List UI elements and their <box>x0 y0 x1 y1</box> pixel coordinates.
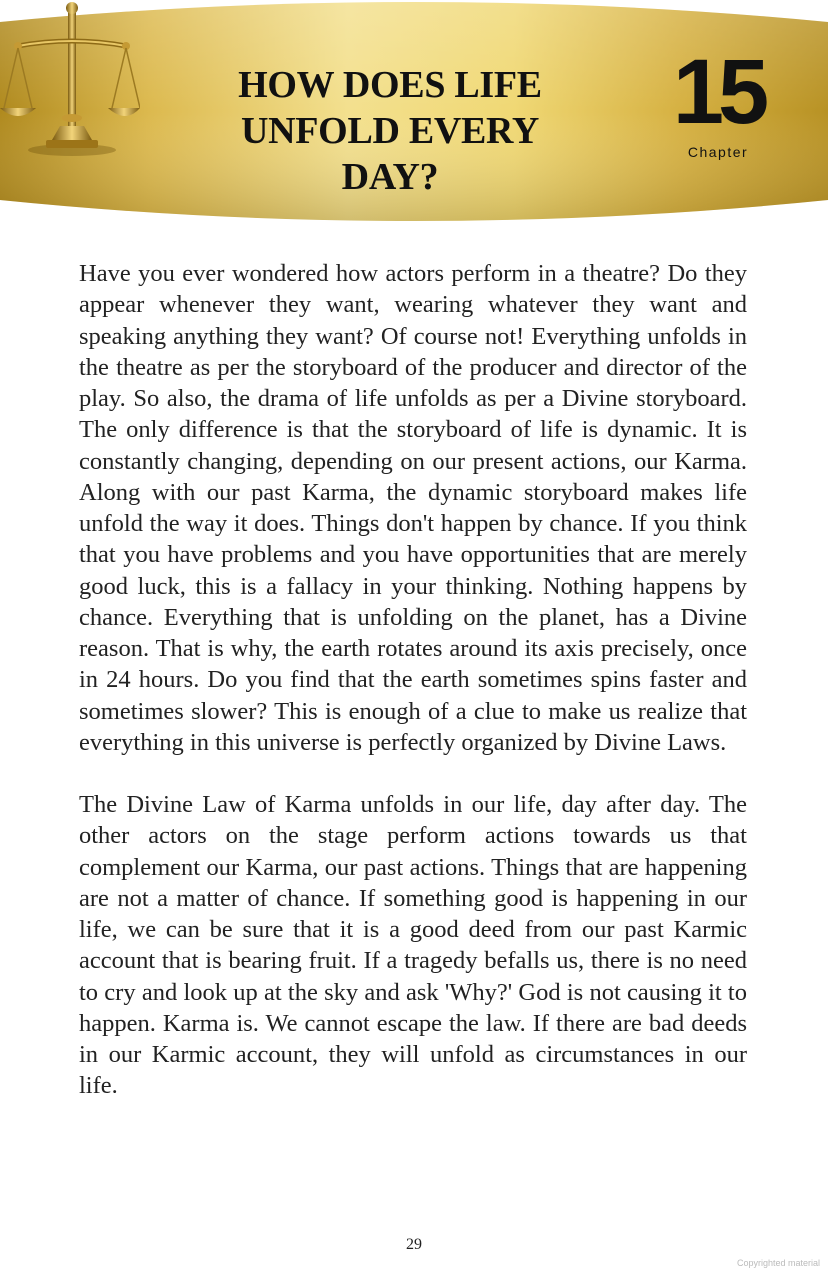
page-number: 29 <box>406 1236 422 1253</box>
chapter-label: Chapter <box>687 144 749 160</box>
chapter-number: 15 <box>672 41 764 143</box>
paragraph-2: The Divine Law of Karma unfolds in our life, day after day. The other actors on the stage perform actions towards us that complement our Karma, our past actions. Things that are happening are not a matter of chance. If something good is happening in our life, we can be sure that it is a good deed from our past Karmic account that is bearing fruit. If a tragedy befalls us, there is no need to cry and look up at the sky and ask 'Why?' God is not causing it to happen. Karma is. We cannot escape the law. If there are bad deeds in our Karmic account, they will unfold as circumstances in our life. <box>79 791 747 1100</box>
paragraph-1: Have you ever wondered how actors perform in a theatre? Do they appear whenever they want, wearing whatever they want and speaking anything they want? Of course not! Everything unfolds in the theatre as per the storyboard of the producer and director of the play. So also, the drama of life unfolds as per a Divine storyboard. The only difference is that the storyboard of life is dynamic. It is constantly changing, depending on our present actions, our Karma. Along with our past Karma, the dynamic storyboard makes life unfold the way it does. Things don't happen by chance. If you think that you have problems and you have opportunities that are merely good luck, this is a fallacy in your thinking. Nothing happens by chance. Everything that is unfolding on the planet, has a Divine reason. That is why, the earth rotates around its axis precisely, once in 24 hours. Do you find that the earth sometimes spins faster and sometimes slower? This is enough of a clue to make us realize that everything in this universe is perfectly organized by Divine Laws. <box>79 260 747 756</box>
chapter-title-line2: UNFOLD EVERY DAY? <box>240 110 540 198</box>
scales-of-justice-icon <box>0 0 140 158</box>
copyright-watermark: Copyrighted material <box>736 1258 820 1268</box>
chapter-title <box>190 62 590 200</box>
chapter-banner <box>0 0 828 222</box>
chapter-body <box>79 258 747 1102</box>
chapter-title-line1: HOW DOES LIFE <box>238 64 542 106</box>
